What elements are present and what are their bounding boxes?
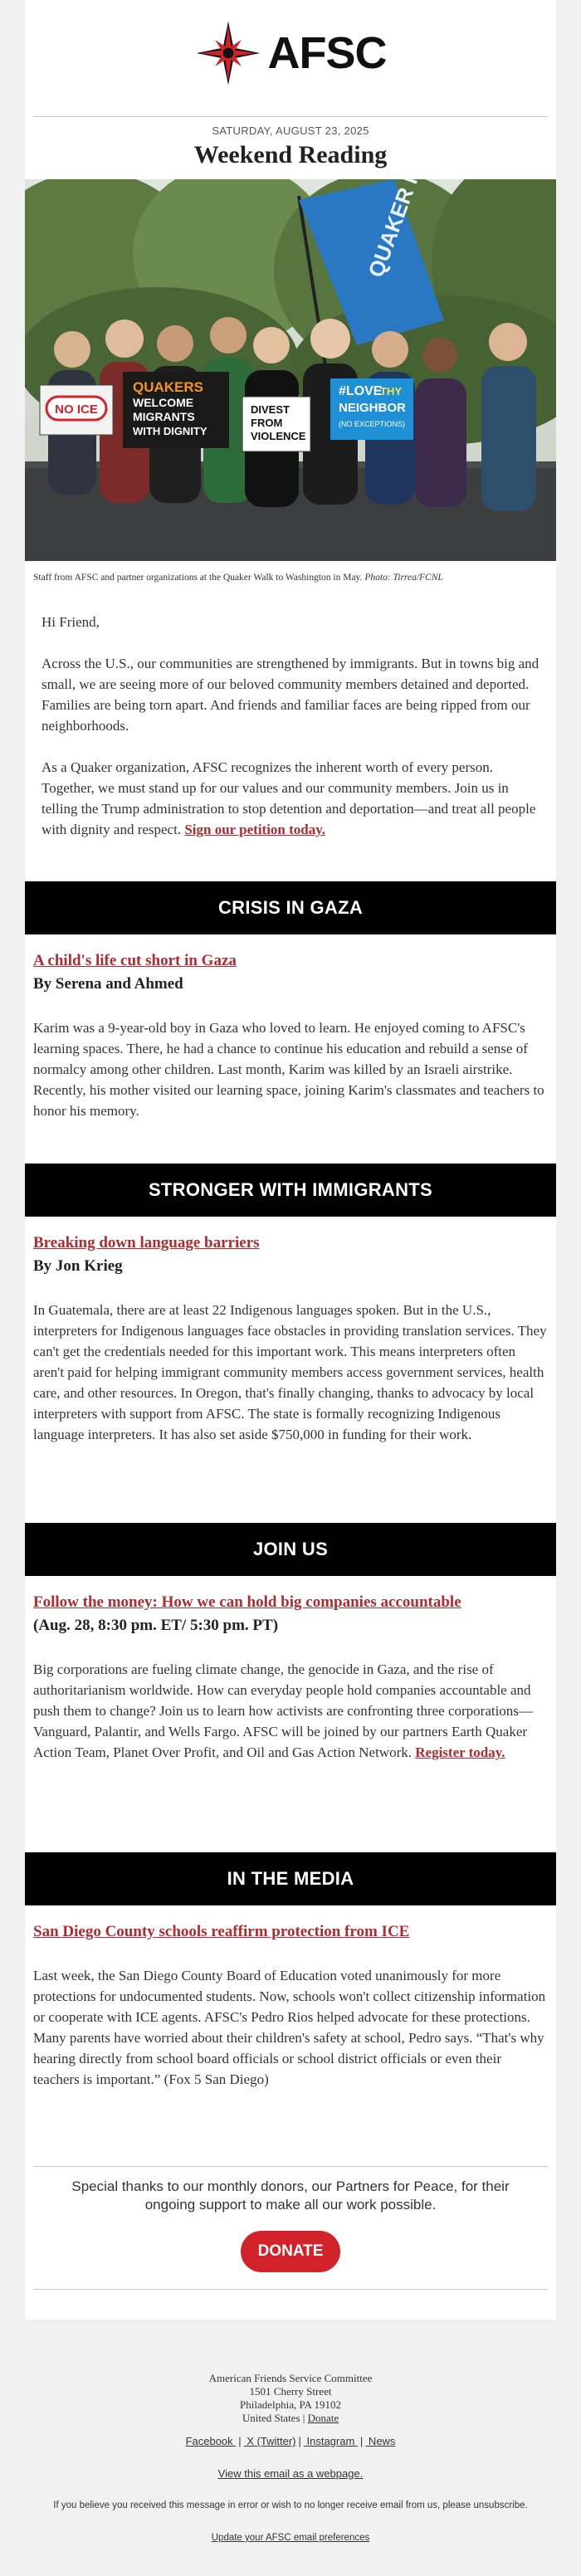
greeting: Hi Friend, (42, 614, 100, 630)
afsc-logo[interactable] (25, 12, 556, 95)
footer-preferences (0, 2533, 581, 2543)
join-event-time: (Aug. 28, 8:30 pm. ET/ 5:30 pm. PT) (33, 1617, 279, 1634)
footer-city: Philadelphia, PA 19102 (240, 2398, 341, 2411)
media-article-link[interactable]: San Diego County schools reaffirm protection from ICE (33, 1923, 410, 1940)
view-webpage-link[interactable]: View this email as a webpage. (217, 2467, 364, 2480)
petition-link[interactable]: Sign our petition today. (184, 822, 326, 837)
caption-text: Staff from AFSC and partner organizations at the Quaker Walk to Washington in May. (33, 573, 365, 583)
header-divider (33, 116, 548, 117)
photo-caption (33, 573, 548, 583)
svg-text:FROM: FROM (251, 417, 283, 429)
email-preferences-link[interactable]: Update your AFSC email preferences (211, 2533, 370, 2543)
facebook-link[interactable]: Facebook (185, 2435, 237, 2447)
footer-address (0, 2372, 581, 2425)
svg-text:MIGRANTS: MIGRANTS (133, 410, 195, 423)
gaza-byline: By Serena and Ahmed (33, 975, 183, 993)
donate-button[interactable]: DONATE (241, 2231, 340, 2272)
section-banner-immigrants: STRONGER WITH IMMIGRANTS (25, 1164, 556, 1217)
svg-text:#LOVE: #LOVE (339, 384, 383, 398)
svg-text:(NO EXCEPTIONS): (NO EXCEPTIONS) (339, 420, 406, 428)
email-card (25, 0, 556, 2320)
join-body: Big corporations are fueling climate change, the genocide in Gaza, and the rise of authoritarianism worldwide. How can everyday people hold companies accountable and push them to change? Join us to learn how activists are confronting three corporations—Vanguard, Palantir, and Wells Fargo. AFSC will be joined by our partners Earth Quaker Action Team, Planet Over Profit, and Oil and Gas Action Network. Register today. (33, 1661, 533, 1760)
section-banner-join: JOIN US (25, 1523, 556, 1576)
closing-divider-bottom (33, 2289, 548, 2290)
gaza-headline (33, 952, 548, 970)
section-banner-gaza: CRISIS IN GAZA (25, 881, 556, 934)
twitter-link[interactable]: X (Twitter) (243, 2435, 296, 2447)
register-link[interactable]: Register today. (415, 1744, 505, 1760)
join-event-link[interactable]: Follow the money: How we can hold big companies accountable (33, 1593, 461, 1611)
footer-org-name: American Friends Service Committee (208, 2372, 373, 2384)
sign-no-ice (40, 385, 113, 435)
svg-text:DIVEST: DIVEST (251, 403, 290, 416)
immigrants-body: In Guatemala, there are at least 22 Indigenous languages spoken. But in the U.S., interpreters for Indigenous languages face obstacles in providing translation services. They can't get the credentials needed for this important work. This means interpreters often aren't paid for helping immigrant community members access government services, health care, and other resources. In Oregon, that's finally changing, thanks to advocacy by local interpreters with support from AFSC. The state is formally recognizing Indigenous language interpreters. It has also set aside $750,000 in funding for their work. (33, 1302, 547, 1442)
footer-social-links: Facebook | X (Twitter) | Instagram | News (185, 2435, 396, 2447)
footer-donate-link[interactable]: Donate (307, 2412, 339, 2424)
sign-love-thy-neighbor (330, 378, 413, 440)
svg-text:NEIGHBOR: NEIGHBOR (339, 401, 406, 415)
unsubscribe-note: If you believe you received this message in error or wish to no longer receive email from us, please unsubscribe. (53, 2500, 528, 2510)
closing-divider-top (33, 2166, 548, 2167)
hero-photo[interactable] (25, 179, 556, 561)
media-body: Last week, the San Diego County Board of Education voted unanimously for more protections for undocumented students. Now, schools won't collect citizenship information or cooperate with ICE agents. AFSC's Pedro Rios helped advocate for these protections. Many parents have worried about their children's safety at school, Pedro says. “That's why hearing directly from school board officials or school district officials or even their teachers is important.” (Fox 5 San Diego) (33, 1968, 546, 2087)
svg-text:QUAKERS: QUAKERS (133, 379, 204, 395)
donor-thanks: Special thanks to our monthly donors, our Partners for Peace, for their ongoing support to make all our work possible. (71, 2178, 510, 2213)
svg-text:VIOLENCE: VIOLENCE (251, 430, 306, 442)
immigrants-byline: By Jon Krieg (33, 1257, 123, 1275)
sign-quakers-welcome (123, 372, 229, 448)
svg-text:WELCOME: WELCOME (133, 396, 194, 409)
logo-wordmark: AFSC (267, 28, 387, 78)
red-black-star-icon (195, 20, 261, 86)
footer-view-webpage (0, 2467, 581, 2480)
svg-text:THY: THY (380, 385, 402, 398)
immigrants-article-link[interactable]: Breaking down language barriers (33, 1234, 260, 1251)
page-title: Weekend Reading (193, 141, 388, 168)
media-headline (33, 1923, 548, 1941)
footer-country-line: United States | Donate (242, 2412, 339, 2424)
sign-no-ice-text: NO ICE (55, 402, 98, 417)
flag-text: QUAKER (363, 183, 419, 281)
section-banner-media: IN THE MEDIA (25, 1852, 556, 1905)
instagram-link[interactable]: Instagram (303, 2435, 358, 2447)
news-link[interactable]: News (365, 2435, 396, 2447)
issue-date: SATURDAY, AUGUST 23, 2025 (212, 124, 369, 137)
immigrants-headline (33, 1234, 548, 1252)
gaza-article-link[interactable]: A child's life cut short in Gaza (33, 952, 237, 969)
gaza-body: Karim was a 9-year-old boy in Gaza who loved to learn. He enjoyed coming to AFSC's learning spaces. There, he had a chance to continue his education and rebuild a sense of normalcy among other children. Last month, Karim was killed by an Israeli airstrike. Recently, his mother visited our learning space, joining Karim's classmates and teachers to honor his memory. (33, 1020, 544, 1119)
footer-street: 1501 Cherry Street (249, 2385, 332, 2398)
join-headline (33, 1593, 548, 1612)
sign-divest-violence (242, 397, 310, 451)
hero-illustration (25, 179, 556, 561)
svg-text:WITH DIGNITY: WITH DIGNITY (133, 425, 208, 437)
photo-credit: Photo: Tirrea/FCNL (364, 573, 443, 583)
intro-paragraph-1: Across the U.S., our communities are strengthened by immigrants. But in towns big and small, we are seeing more of our beloved community members detained and deported. Families are being torn apart. And friends and familiar faces are being ripped from our neighborhoods. (42, 656, 540, 734)
intro-paragraph-2: As a Quaker organization, AFSC recognizes the inherent worth of every person. Together, we must stand up for our values and our community members. Join us in telling the Trump administration to stop detention and deportation—and treat all people with dignity and respect. Sign our petition today. (42, 759, 536, 837)
